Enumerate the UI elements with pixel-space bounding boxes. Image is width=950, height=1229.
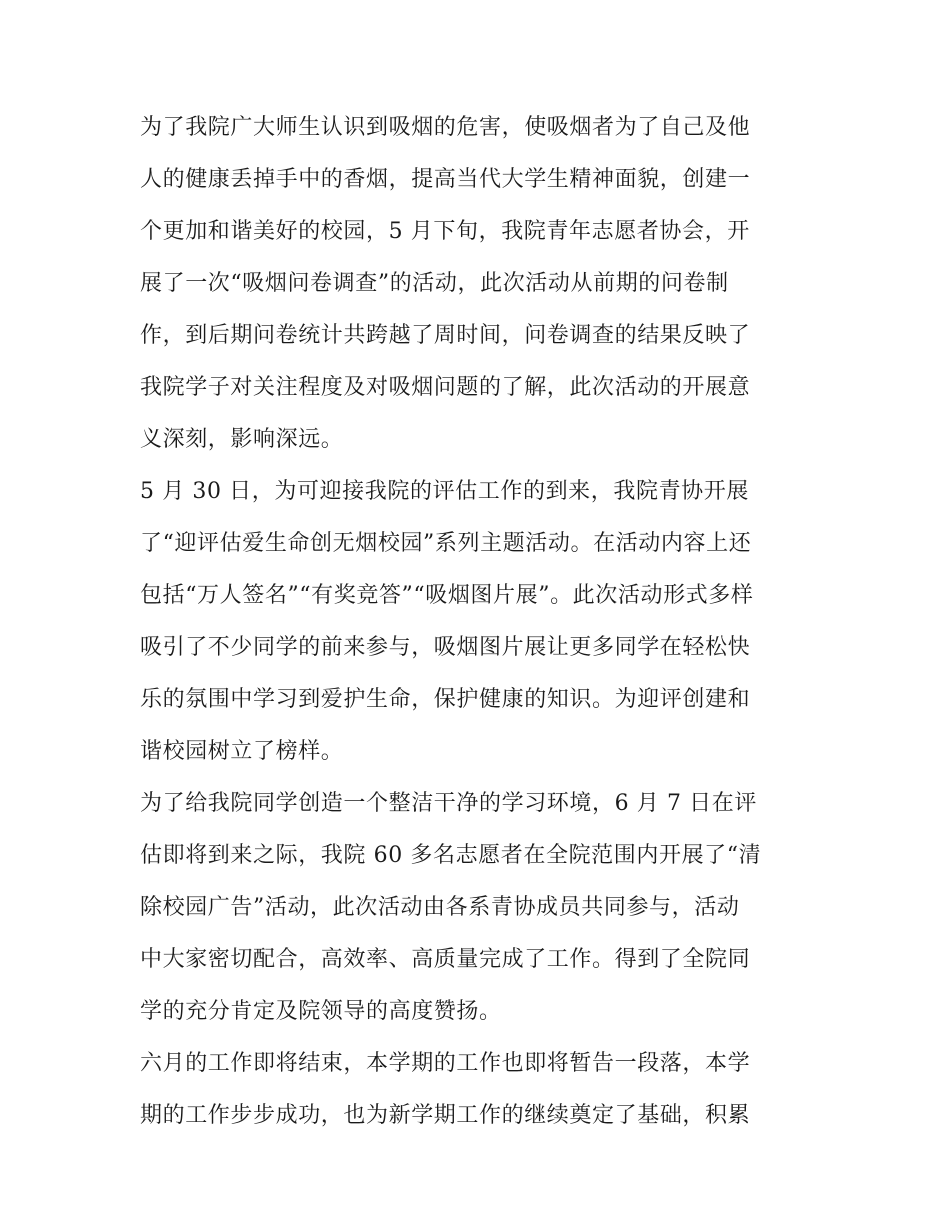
text-line: 除校园广告”活动，此次活动由各系青协成员共同参与，活动 xyxy=(140,895,740,920)
text-line: 包括“万人签名”“有奖竞答”“吸烟图片展”。此次活动形式多样 xyxy=(140,583,754,608)
text-line: 了“迎评估爱生命创无烟校园”系列主题活动。在活动内容上还 xyxy=(140,531,752,556)
text-line: 六月的工作即将结束，本学期的工作也即将暂告一段落，本学 xyxy=(140,1051,751,1076)
text-line: 谐校园树立了榜样。 xyxy=(140,739,344,764)
text-line: 义深刻，影响深远。 xyxy=(140,427,344,452)
text-line: 人的健康丢掉手中的香烟，提高当代大学生精神面貌，创建一 xyxy=(140,167,751,192)
text-line: 为了我院广大师生认识到吸烟的危害，使吸烟者为了自己及他 xyxy=(140,115,751,140)
text-line: 展了一次“吸烟问卷调查”的活动，此次活动从前期的问卷制 xyxy=(140,271,729,296)
paragraph-4 xyxy=(140,1038,820,1142)
text-line: 个更加和谐美好的校园，5 月下旬，我院青年志愿者协会，开 xyxy=(140,219,750,244)
text-line: 吸引了不少同学的前来参与，吸烟图片展让更多同学在轻松快 xyxy=(140,635,751,660)
text-line: 乐的氛围中学习到爱护生命，保护健康的知识。为迎评创建和 xyxy=(140,687,751,712)
text-line: 为了给我院同学创造一个整洁干净的学习环境，6 月 7 日在评 xyxy=(140,791,757,816)
text-line: 期的工作步步成功，也为新学期工作的继续奠定了基础，积累 xyxy=(140,1103,751,1128)
document-body xyxy=(140,102,820,1142)
paragraph-2 xyxy=(140,466,820,778)
text-line: 中大家密切配合，高效率、高质量完成了工作。得到了全院同 xyxy=(140,947,751,972)
text-line: 学的充分肯定及院领导的高度赞扬。 xyxy=(140,999,502,1024)
text-line: 作，到后期问卷统计共跨越了周时间，问卷调查的结果反映了 xyxy=(140,323,751,348)
paragraph-1 xyxy=(140,102,820,466)
text-line: 5 月 30 日，为可迎接我院的评估工作的到来，我院青协开展 xyxy=(140,479,749,504)
text-line: 我院学子对关注程度及对吸烟问题的了解，此次活动的开展意 xyxy=(140,375,751,400)
paragraph-3 xyxy=(140,778,820,1038)
text-line: 估即将到来之际，我院 60 多名志愿者在全院范围内开展了“清 xyxy=(140,843,762,868)
